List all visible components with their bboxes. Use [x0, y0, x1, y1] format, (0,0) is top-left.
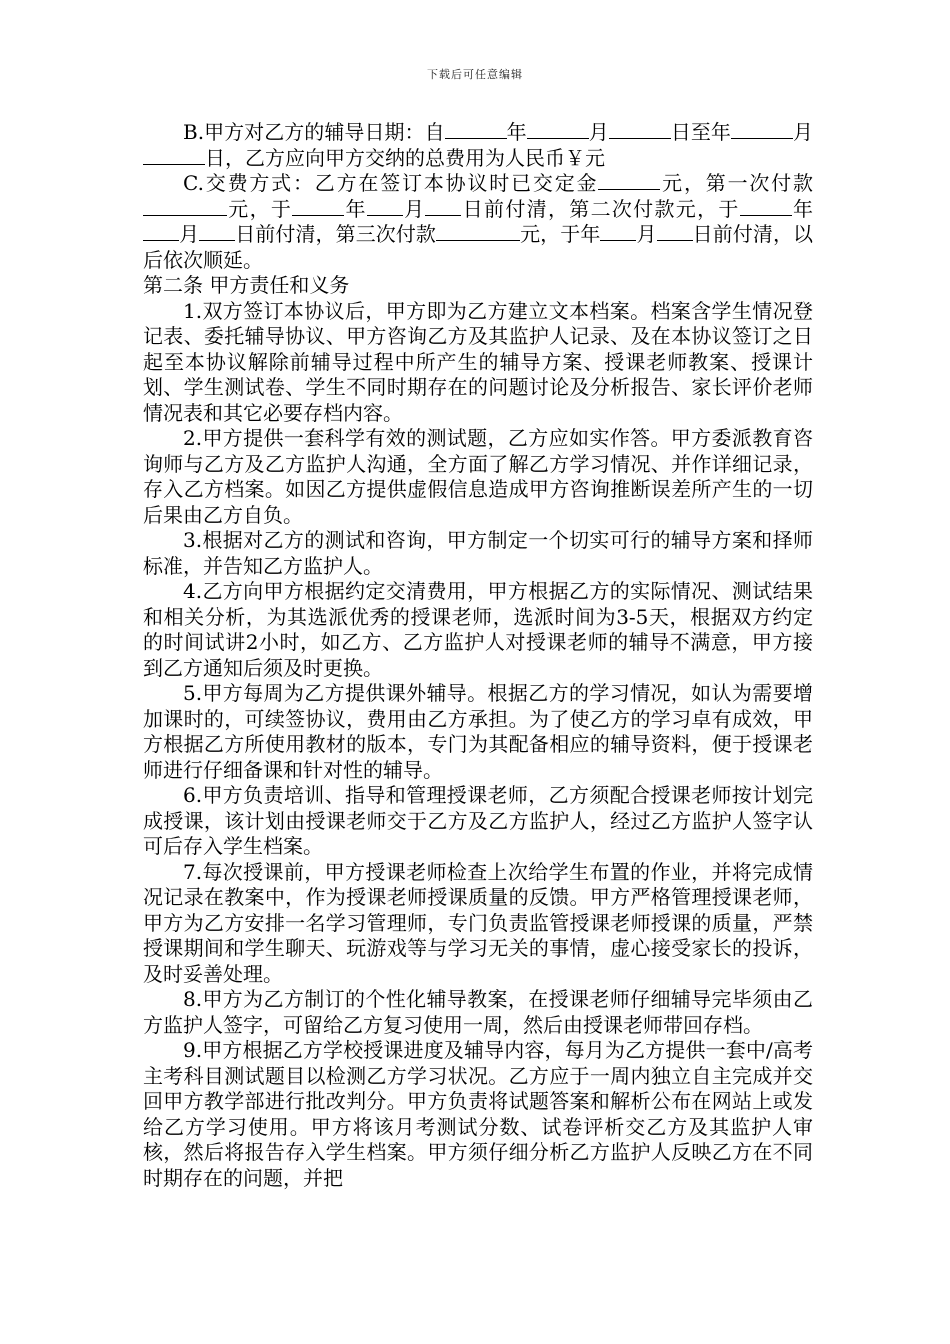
clause-c: [143, 171, 813, 273]
list-item: 3.根据对乙方的测试和咨询，甲方制定一个切实可行的辅导方案和择师标准，并告知乙方监护人。: [143, 528, 813, 578]
clause-c-text: 年: [791, 196, 814, 221]
blank-field: [740, 197, 792, 216]
blank-field: [143, 197, 227, 216]
list-item: 4.乙方向甲方根据约定交清费用，甲方根据乙方的实际情况、测试结果和相关分析，为其选派优秀的授课老师，选派时间为3-5天，根据双方约定的时间试讲2小时，如乙方、乙方监护人对授课老师的辅导不满意，甲方接到乙方通知后须及时更换。: [143, 579, 813, 680]
blank-field: [143, 146, 205, 165]
document-body: [143, 120, 813, 1191]
clause-b-text: 日，乙方应向甲方交纳的总费用为人民币￥: [205, 145, 585, 170]
clause-c-text: 元，于: [227, 196, 293, 221]
clause-c-text: 日前付清，以后依次顺延。: [143, 222, 814, 272]
clause-c-text: C.交费方式：乙方在签订本协议时已交定金: [183, 171, 599, 195]
clause-c-text: 元，第一次付款: [660, 171, 813, 195]
blank-field: [609, 120, 671, 139]
blank-field: [436, 222, 520, 241]
clause-b: [143, 120, 813, 171]
blank-field: [598, 171, 660, 190]
blank-field: [657, 222, 693, 241]
page-header-note: 下载后可任意编辑: [427, 68, 523, 81]
clause-c-text: 月: [179, 222, 200, 246]
list-item: 2.甲方提供一套科学有效的测试题，乙方应如实作答。甲方委派教育咨询师与乙方及乙方监护人沟通，全方面了解乙方学习情况、并作详细记录，存入乙方档案。如因乙方提供虚假信息造成甲方咨询推断误差所产生的一切后果由乙方自负。: [143, 426, 813, 527]
clause-b-text: 日至年: [670, 120, 731, 144]
list-item: 1.双方签订本协议后，甲方即为乙方建立文本档案。档案含学生情况登记表、委托辅导协议、甲方咨询乙方及其监护人记录、及在本协议签订之日起至本协议解除前辅导过程中所产生的辅导方案、授课老师教案、授课计划、学生测试卷、学生不同时期存在的问题讨论及分析报告、家长评价老师情况表和其它必要存档内容。: [143, 298, 813, 425]
clause-c-text: 月: [636, 222, 657, 246]
list-item: 8.甲方为乙方制订的个性化辅导教案，在授课老师仔细辅导完毕须由乙方监护人签字，可留给乙方复习使用一周，然后由授课老师带回存档。: [143, 987, 813, 1037]
blank-field: [292, 197, 344, 216]
clause-c-text: 月: [402, 196, 426, 221]
blank-field: [731, 120, 793, 139]
blank-field: [367, 197, 403, 216]
list-item: 7.每次授课前，甲方授课老师检查上次给学生布置的作业，并将完成情况记录在教案中，作为授课老师授课质量的反馈。甲方严格管理授课老师，甲方为乙方安排一名学习管理师，专门负责监管授课老师授课的质量，严禁授课期间和学生聊天、玩游戏等与学习无关的事情，虚心接受家长的投诉，及时妥善处理。: [143, 859, 813, 986]
blank-field: [600, 222, 636, 241]
list-item: 5.甲方每周为乙方提供课外辅导。根据乙方的学习情况，如认为需要增加课时的，可续签协议，费用由乙方承担。为了使乙方的学习卓有成效，甲方根据乙方所使用教材的版本，专门为其配备相应的辅导资料，便于授课老师进行仔细备课和针对性的辅导。: [143, 681, 813, 782]
blank-field: [445, 120, 507, 139]
clause-b-text: 年: [506, 120, 527, 144]
list-item: 9.甲方根据乙方学校授课进度及辅导内容，每月为乙方提供一套中/高考主考科目测试题目以检测乙方学习状况。乙方应于一周内独立自主完成并交回甲方教学部进行批改判分。甲方负责将试题答案和解析公布在网站上或发给乙方学习使用。甲方将该月考测试分数、试卷评析交乙方及其监护人审核，然后将报告存入学生档案。甲方须仔细分析乙方监护人反映乙方在不同时期存在的问题，并把: [143, 1038, 813, 1190]
clause-b-text: 元: [585, 145, 605, 170]
blank-field: [143, 222, 179, 241]
clause-c-text: 日前付清，第二次付款元，于: [461, 196, 740, 221]
list-item: 6.甲方负责培训、指导和管理授课老师，乙方须配合授课老师按计划完成授课，该计划由授课老师交于乙方及乙方监护人，经过乙方监护人签字认可后存入学生档案。: [143, 783, 813, 858]
clause-b-text: 月: [792, 120, 814, 144]
clause-c-text: 元，于年: [520, 222, 601, 246]
blank-field: [425, 197, 461, 216]
clause-b-text: B.甲方对乙方的辅导日期：自: [183, 120, 445, 144]
section-heading: 第二条 甲方责任和义务: [143, 273, 350, 297]
clause-b-text: 月: [588, 120, 609, 144]
clause-c-text: 日前付清，第三次付款: [235, 222, 437, 246]
blank-field: [199, 222, 235, 241]
blank-field: [527, 120, 589, 139]
clause-c-text: 年: [344, 196, 367, 221]
